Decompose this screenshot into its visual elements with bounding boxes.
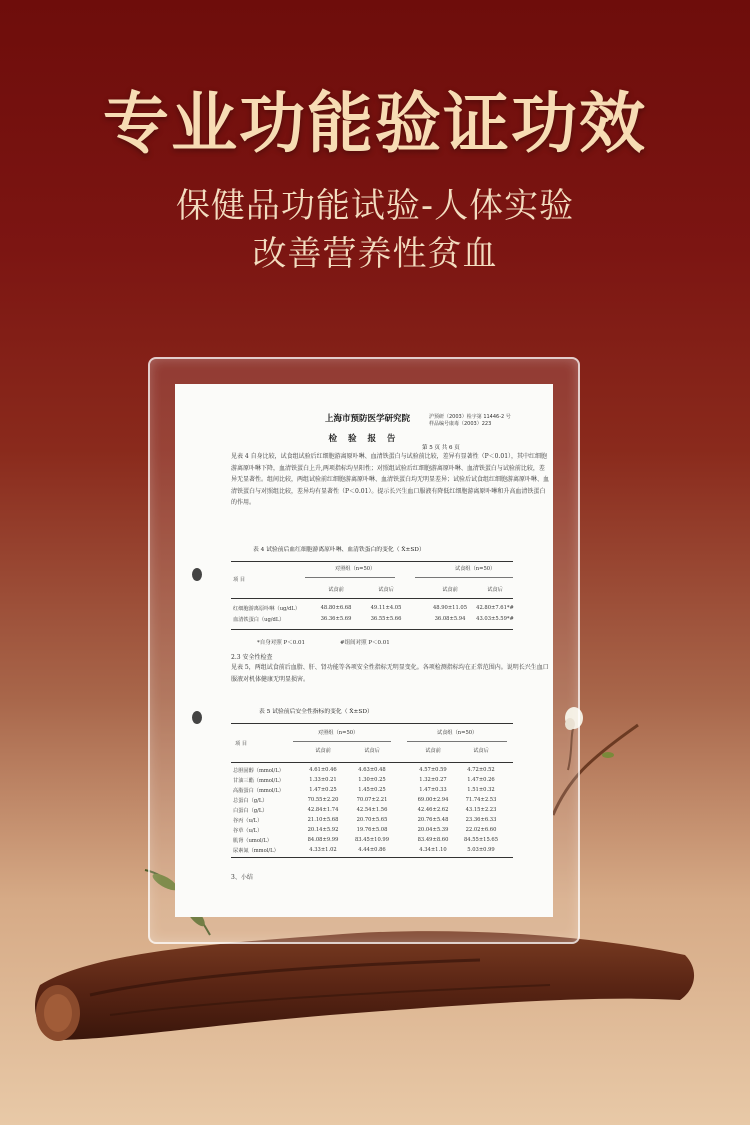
table-cell: 84.08±9.99 bbox=[307, 837, 339, 843]
table-cell: 1.30±0.25 bbox=[358, 777, 386, 783]
table-cell: 48.80±6.68 bbox=[320, 605, 352, 611]
table-cell: 71.74±2.53 bbox=[465, 797, 497, 803]
table-cell: 36.08±5.94 bbox=[434, 616, 466, 622]
table-cell: 42.80±7.61*# bbox=[476, 605, 514, 611]
binder-hole bbox=[192, 711, 202, 724]
table4-item-header: 项 目 bbox=[233, 577, 246, 583]
table5-group-test: 试食组（n=50） bbox=[437, 730, 478, 736]
table4-caption: 表 4 试验前后血红细胞游离原卟啉、血清铁蛋白的变化（ X̄±SD） bbox=[253, 547, 425, 553]
table-cell: 36.55±5.66 bbox=[370, 616, 402, 622]
section-3-heading: 3、小结 bbox=[231, 874, 253, 881]
table-cell: 84.55±15.65 bbox=[463, 837, 499, 843]
table4-group-control: 对照组（n=50） bbox=[335, 566, 376, 572]
table-cell: 42.46±2.62 bbox=[417, 807, 449, 813]
table-row-label: 尿素氮（mmol/L） bbox=[233, 848, 279, 854]
binder-hole bbox=[192, 568, 202, 581]
table-cell: 4.34±1.10 bbox=[419, 847, 447, 853]
table-cell: 1.51±0.32 bbox=[467, 787, 495, 793]
table-cell: 20.04±5.39 bbox=[417, 827, 449, 833]
reference-number: 沪预研（2003）检字第 11446-2 号 样品编号康毒（2003）223 bbox=[429, 414, 511, 427]
table-cell: 49.11±4.05 bbox=[370, 605, 402, 611]
table-cell: 43.15±2.23 bbox=[465, 807, 497, 813]
table-cell: 83.45±10.99 bbox=[354, 837, 390, 843]
table-cell: 1.32±0.27 bbox=[419, 777, 447, 783]
table-cell: 4.63±0.48 bbox=[358, 767, 386, 773]
table-cell: 4.33±1.02 bbox=[309, 847, 337, 853]
table-cell: 1.45±0.25 bbox=[358, 787, 386, 793]
table-row-label: 红细胞游离原卟啉（ug/dL） bbox=[233, 606, 301, 612]
table4-group-test: 试食组（n=50） bbox=[455, 566, 496, 572]
report-document: 上海市预防医学研究院 沪预研（2003）检字第 11446-2 号 样品编号康毒（2003）223 检 验 报 告 第 5 页 共 6 页 见表 4 自身比较，试食组试验后红细胞游离原卟啉、血清铁蛋白与试验前比较，差异有显著性（P＜0.01），其中红细胞游离原卟啉下降，血清铁蛋白上升,两项指标均呈阳性；对照组试验后红细胞游离原卟啉、血清铁蛋白与试验前比较，差异无显著性。组间比较，两组试验前红细胞游离原卟啉、血清铁蛋白均无明显差异；试验后试食组红细胞游离原卟啉、血清铁蛋白与对照组比较，差异均有显著性（P＜0.01）。提示长兴生血口服液有降低红细胞游离原卟啉和升高血清铁蛋白的作用。 表 4 试验前后血红细胞游离原卟啉、血清铁蛋白的变化（ X̄±SD） 项 目 对照组（n=50） 试食组（n=50） 试食前 试食后 试食前 试食后 红细胞游离原卟啉（ug/dL） 48.80±6.68 49.11±4.05 48.90±11.05 42.80±7.61*# 血清铁蛋白（ug/dL） 36.36±5.69 36.55±5.66 36.08±5.94 43.03±5.59*# *自身对照 P＜0.01 #组间对照 P＜0.01 2.3 安全性检查 见表 5，两组试食前后血脂、肝、肾功能等各项安全性指标无明显变化。各项检测指标均在正常范围内。说明长兴生血口服液对机体健康无明显损害。 表 5 试验前后安全性指标的变化（ X̄±SD） 项 目 对照组（n=50） 试食组（n=50） 试食前 试食后 试食前 试食后 总胆固醇（mmol/L） 4.61±0.46 4.63±0.48 4.57±0.59 4.72±0.52 甘油三酯（mmol/L） 1.33±0.21 1.30±0.25 1.32±0.27 1.47±0.26 高脂蛋白（mmol/L） 1.47±0.25 1.45±0.25 1.47±0.33 1.51±0.32 总蛋白（g/L） 70.55±2.20 70.07±2.21 69.00±2.94 71.74±2.53 白蛋白（g/L） 42.84±1.74 42.54±1.56 42.46±2.62 43.15±2.23 谷丙（u/L） 21.10±5.68 20.70±5.65 20.76±5.48 23.36±6.33 谷草（u/L） 20.14±5.92 19.76±5.08 20.04±5.39 22.02±6.60 肌肾（umol/L） 84.08±9.99 83.45±10.99 83.49±8.60 84.55±15.65 尿素氮（mmol/L） 4.33±1.02 4.44±0.86 4.34±1.10 5.03±0.99 3、小结 bbox=[175, 384, 553, 917]
table5-caption: 表 5 试验前后安全性指标的变化（ X̄±SD） bbox=[259, 709, 373, 715]
table-cell: 22.02±6.60 bbox=[465, 827, 497, 833]
table-cell: 20.14±5.92 bbox=[307, 827, 339, 833]
headline: 专业功能验证功效 bbox=[103, 85, 647, 162]
table-row-label: 白蛋白（g/L） bbox=[233, 808, 268, 814]
table-row-label: 甘油三酯（mmol/L） bbox=[233, 778, 284, 784]
table-row-label: 总胆固醇（mmol/L） bbox=[233, 768, 284, 774]
subtitle-line-2: 改善营养性贫血 bbox=[252, 234, 498, 274]
page-number: 第 5 页 共 6 页 bbox=[422, 445, 460, 451]
table-cell: 20.70±5.65 bbox=[356, 817, 388, 823]
table-row-label: 高脂蛋白（mmol/L） bbox=[233, 788, 284, 794]
section-heading: 2.3 安全性检查 bbox=[231, 654, 273, 661]
table-cell: 4.72±0.52 bbox=[467, 767, 495, 773]
table-cell: 42.84±1.74 bbox=[307, 807, 339, 813]
table5-item-header: 项 目 bbox=[235, 741, 248, 747]
table-row-label: 肌肾（umol/L） bbox=[233, 838, 272, 844]
table-cell: 1.47±0.25 bbox=[309, 787, 337, 793]
table-cell: 21.10±5.68 bbox=[307, 817, 339, 823]
table-cell: 69.00±2.94 bbox=[417, 797, 449, 803]
table-cell: 19.76±5.08 bbox=[356, 827, 388, 833]
paragraph-1: 见表 4 自身比较，试食组试验后红细胞游离原卟啉、血清铁蛋白与试验前比较，差异有显著性（P＜0.01），其中红细胞游离原卟啉下降，血清铁蛋白上升,两项指标均呈阳性；对照组试验后红细胞游离原卟啉、血清铁蛋白与试验前比较，差异无显著性。组间比较，两组试验前红细胞游离原卟啉、血清铁蛋白均无明显差异；试验后试食组红细胞游离原卟啉、血清铁蛋白与对照组比较，差异均有显著性（P＜0.01）。提示长兴生血口服液有降低红细胞游离原卟啉和升高血清铁蛋白的作用。 bbox=[231, 453, 550, 506]
institute-name: 上海市预防医学研究院 bbox=[325, 414, 411, 424]
table-cell: 23.36±6.33 bbox=[465, 817, 497, 823]
table-cell: 42.54±1.56 bbox=[356, 807, 388, 813]
table-cell: 4.44±0.86 bbox=[358, 847, 386, 853]
table-cell: 20.76±5.48 bbox=[417, 817, 449, 823]
table4-note-1: *自身对照 P＜0.01 bbox=[257, 640, 305, 646]
table-cell: 4.61±0.46 bbox=[309, 767, 337, 773]
table5-group-control: 对照组（n=50） bbox=[318, 730, 359, 736]
paragraph-2: 见表 5，两组试食前后血脂、肝、肾功能等各项安全性指标无明显变化。各项检测指标均在正常范围内。说明长兴生血口服液对机体健康无明显损害。 bbox=[231, 664, 549, 683]
table-cell: 1.47±0.26 bbox=[467, 777, 495, 783]
subtitle-line-1: 保健品功能试验-人体实验 bbox=[175, 186, 575, 226]
report-title: 检 验 报 告 bbox=[328, 434, 400, 444]
table-row-label: 总蛋白（g/L） bbox=[233, 798, 268, 804]
table-cell: 70.07±2.21 bbox=[356, 797, 388, 803]
table-cell: 1.33±0.21 bbox=[309, 777, 337, 783]
table-row-label: 血清铁蛋白（ug/dL） bbox=[233, 617, 285, 623]
table-cell: 36.36±5.69 bbox=[320, 616, 352, 622]
table-row-label: 谷草（u/L） bbox=[233, 828, 263, 834]
table4-note-2: #组间对照 P＜0.01 bbox=[340, 640, 390, 646]
table-cell: 70.55±2.20 bbox=[307, 797, 339, 803]
table-cell: 4.57±0.59 bbox=[419, 767, 447, 773]
table-cell: 48.90±11.05 bbox=[432, 605, 468, 611]
table-cell: 1.47±0.33 bbox=[419, 787, 447, 793]
table-cell: 83.49±8.60 bbox=[417, 837, 449, 843]
table-row-label: 谷丙（u/L） bbox=[233, 818, 263, 824]
table-cell: 43.03±5.59*# bbox=[476, 616, 514, 622]
table-cell: 5.03±0.99 bbox=[467, 847, 495, 853]
